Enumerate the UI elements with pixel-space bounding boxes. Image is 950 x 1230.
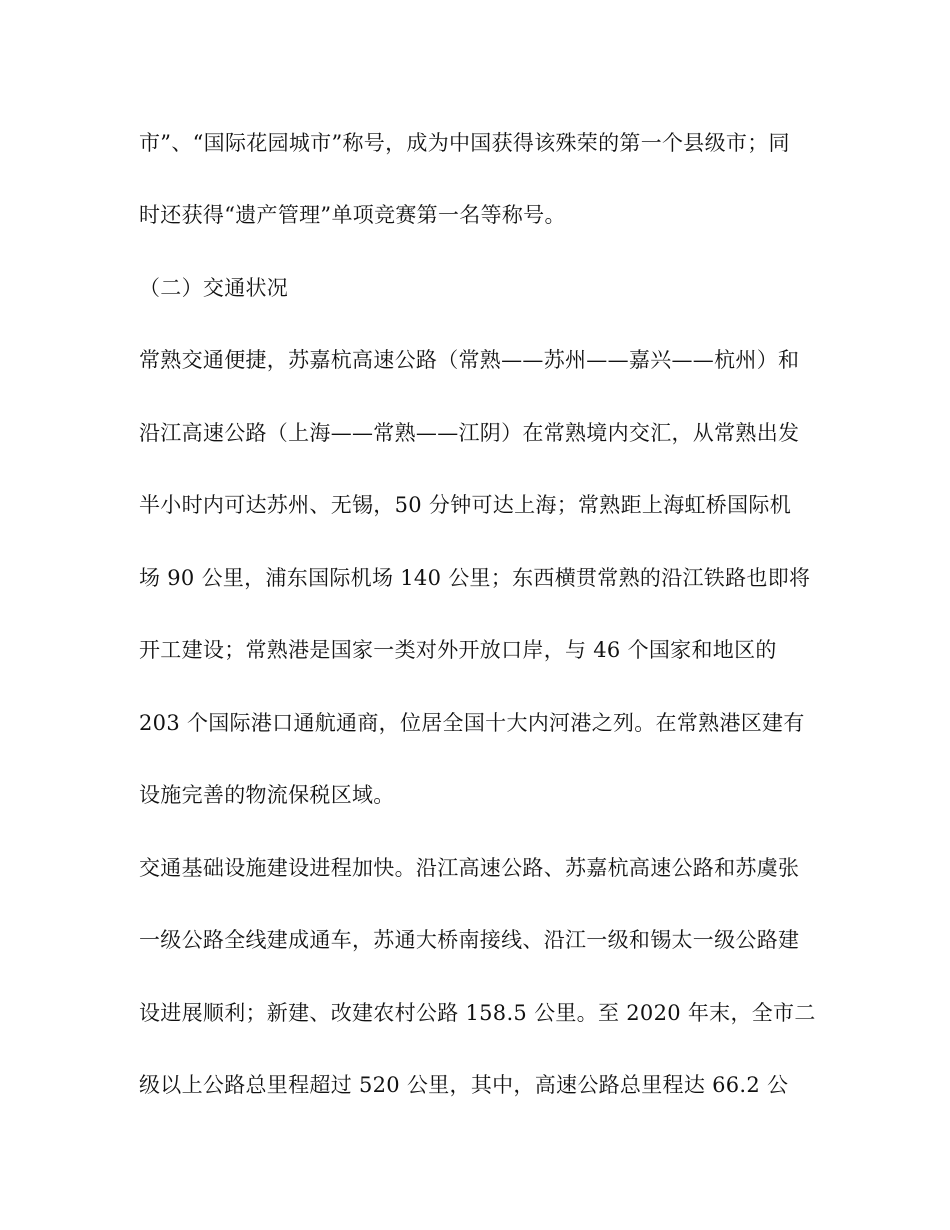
paragraph-3-line-4: 级以上公路总里程超过 520 公里，其中，高速公路总里程达 66.2 公 <box>139 1073 789 1097</box>
paragraph-3-line-2: 一级公路全线建成通车，苏通大桥南接线、沿江一级和锡太一级公路建 <box>139 928 800 952</box>
paragraph-2-line-5: 开工建设；常熟港是国家一类对外开放口岸，与 46 个国家和地区的 <box>139 638 777 662</box>
paragraph-3-line-3: 设进展顺利；新建、改建农村公路 158.5 公里。至 2020 年末，全市二 <box>139 1001 816 1025</box>
paragraph-2-line-1: 常熟交通便捷，苏嘉杭高速公路（常熟——苏州——嘉兴——杭州）和 <box>139 348 800 372</box>
paragraph-2-line-2: 沿江高速公路（上海——常熟——江阴）在常熟境内交汇，从常熟出发 <box>139 421 800 445</box>
paragraph-1-line-2: 时还获得“遗产管理”单项竞赛第一名等称号。 <box>139 203 566 227</box>
section-heading: （二）交通状况 <box>139 276 289 300</box>
paragraph-1-line-1: 市”、“国际花园城市”称号，成为中国获得该殊荣的第一个县级市；同 <box>139 131 790 155</box>
paragraph-2-line-6: 203 个国际港口通航通商，位居全国十大内河港之列。在常熟港区建有 <box>139 711 805 735</box>
paragraph-2-line-4: 场 90 公里，浦东国际机场 140 公里；东西横贯常熟的沿江铁路也即将 <box>139 566 811 590</box>
paragraph-3-line-1: 交通基础设施建设进程加快。沿江高速公路、苏嘉杭高速公路和苏虞张 <box>139 856 800 880</box>
paragraph-2-line-3: 半小时内可达苏州、无锡，50 分钟可达上海；常熟距上海虹桥国际机 <box>139 493 791 517</box>
paragraph-2-line-7: 设施完善的物流保税区域。 <box>139 783 395 807</box>
